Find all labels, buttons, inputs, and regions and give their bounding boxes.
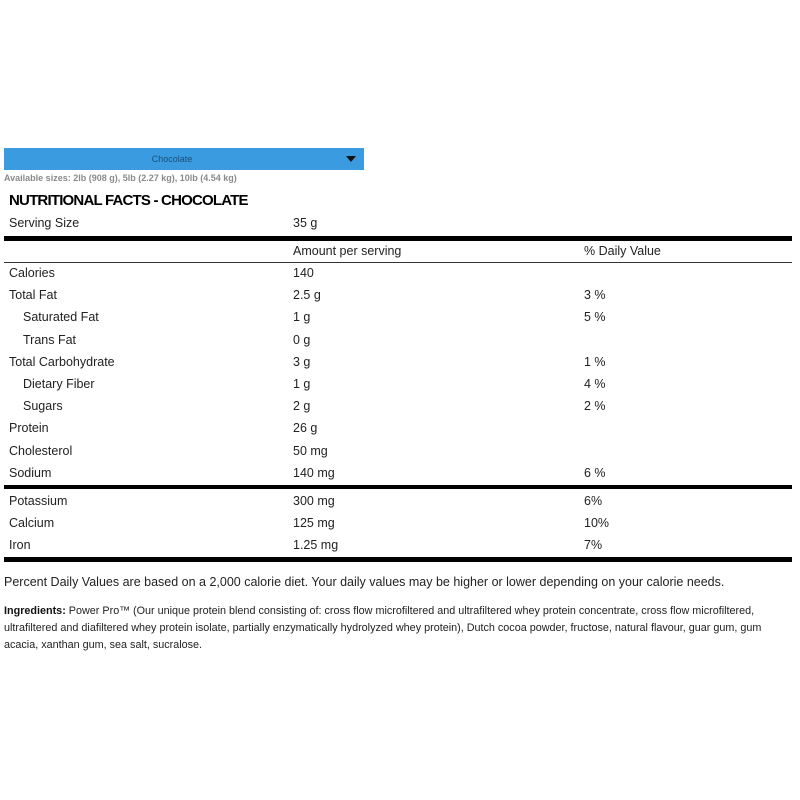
nutrient-amount: 50 mg <box>293 443 328 458</box>
nutrient-amount: 2.5 g <box>293 288 321 303</box>
chevron-down-icon[interactable] <box>346 156 356 162</box>
table-row <box>0 285 800 307</box>
nutrient-daily-value: 6% <box>584 494 603 508</box>
nutrient-name: Cholesterol <box>9 443 73 458</box>
serving-size-row <box>0 214 800 234</box>
table-row <box>0 374 800 396</box>
ingredients-list: Power Pro™ (Our unique protein blend consisting of: cross flow microfiltered and ultrafiltered whey protein concentrate, cross flow microfiltered, ultrafiltered and diafiltered whey protein isolate, partially enzymatically hydrolyzed whey protein), Dutch cocoa powder, fructose, natural flavour, guar gum, gum acacia, xanthan gum, sea salt, sucralose. <box>4 605 762 651</box>
nutrient-amount: 300 mg <box>293 494 335 508</box>
table-row <box>0 535 800 557</box>
table-row <box>0 418 800 440</box>
table-row <box>0 307 800 329</box>
nutrient-daily-value: 5 % <box>584 310 606 325</box>
table-row <box>0 441 800 463</box>
nutrient-name: Total Carbohydrate <box>9 354 115 369</box>
available-sizes: Available sizes: 2lb (908 g), 5lb (2.27 kg), 10lb (4.54 kg) <box>4 173 237 183</box>
serving-size-value: 35 g <box>293 216 318 230</box>
ingredients-text <box>4 603 794 654</box>
table-row <box>0 396 800 418</box>
table-row <box>0 330 800 352</box>
nutrient-daily-value: 2 % <box>584 399 606 414</box>
nutrient-name: Dietary Fiber <box>23 377 95 391</box>
table-row <box>0 352 800 374</box>
table-row <box>0 491 800 513</box>
table-row <box>0 513 800 535</box>
table-header-row <box>0 241 800 263</box>
nutrient-amount: 3 g <box>293 354 311 369</box>
nutrient-amount: 1 g <box>293 310 311 325</box>
nutrient-amount: 140 mg <box>293 465 335 480</box>
divider <box>4 557 792 562</box>
nutrient-daily-value: 1 % <box>584 354 606 369</box>
divider <box>4 485 792 489</box>
nutrient-name: Potassium <box>9 494 68 508</box>
nutrient-name: Calcium <box>9 516 55 530</box>
flavor-dropdown[interactable] <box>4 148 364 170</box>
nutrient-name: Total Fat <box>9 288 57 303</box>
nutrient-amount: 2 g <box>293 399 311 414</box>
daily-value-note: Percent Daily Values are based on a 2,000 calorie diet. Your daily values may be higher or lower depending on your calorie needs. <box>4 575 725 589</box>
nutrient-name: Sugars <box>23 399 63 414</box>
nutrient-name: Calories <box>9 266 55 280</box>
nutrient-daily-value: 6 % <box>584 465 606 480</box>
serving-size-label: Serving Size <box>9 216 80 230</box>
amount-header: Amount per serving <box>293 244 402 258</box>
page-title: NUTRITIONAL FACTS - CHOCOLATE <box>9 192 248 209</box>
nutrient-name: Trans Fat <box>23 332 77 347</box>
ingredients-label: Ingredients: <box>4 605 66 617</box>
nutrient-amount: 140 <box>293 266 314 280</box>
nutrient-daily-value: 7% <box>584 538 603 552</box>
nutrient-name: Iron <box>9 538 31 552</box>
nutrient-amount: 125 mg <box>293 516 335 530</box>
table-row <box>0 463 800 485</box>
nutrient-name: Saturated Fat <box>23 310 99 325</box>
nutrient-amount: 0 g <box>293 332 311 347</box>
flavor-dropdown-value: Chocolate <box>151 154 193 164</box>
table-row <box>0 263 800 285</box>
daily-value-header: % Daily Value <box>584 244 661 258</box>
nutrient-name: Sodium <box>9 465 52 480</box>
nutrient-name: Protein <box>9 421 49 436</box>
nutrient-amount: 26 g <box>293 421 318 436</box>
nutrient-amount: 1 g <box>293 377 311 391</box>
nutrient-daily-value: 10% <box>584 516 610 530</box>
nutrient-daily-value: 3 % <box>584 288 606 303</box>
nutrient-amount: 1.25 mg <box>293 538 339 552</box>
nutrient-daily-value: 4 % <box>584 377 606 391</box>
